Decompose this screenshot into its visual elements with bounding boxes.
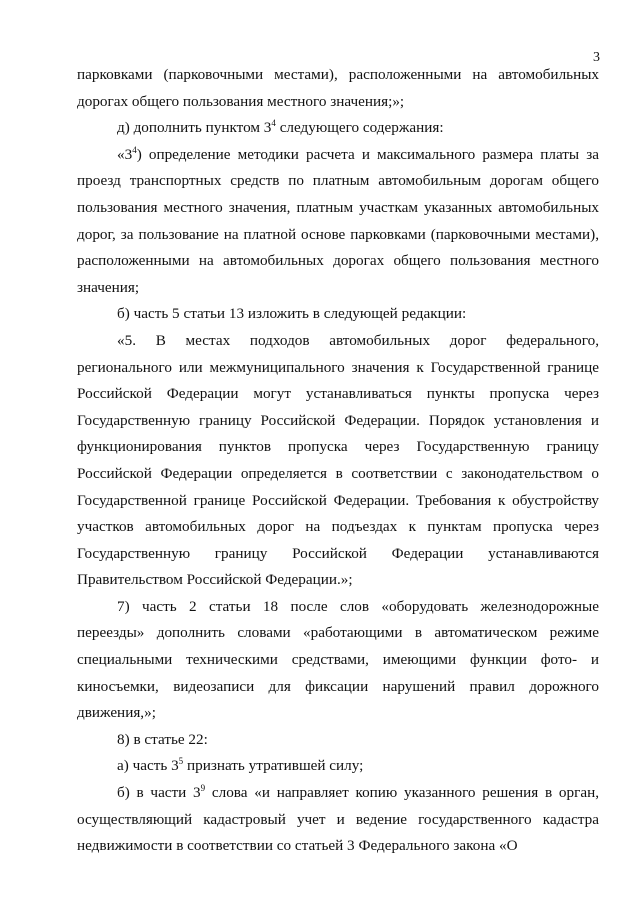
paragraph-6 — [77, 594, 599, 727]
paragraph-text: б) в части 3 — [117, 784, 201, 802]
paragraph-text: слова «и направляет копию указанного решения в орган, осуществляющий кадастровый учет и ведение государственного кадастра недвижимости в соответствии со статьей 3 Федерального закона «О — [77, 784, 599, 855]
paragraph-text: 8) в статье 22: — [117, 730, 208, 748]
paragraph-text: д) дополнить пунктом 3 — [117, 119, 272, 137]
paragraph-5 — [77, 328, 599, 594]
paragraph-text: ) определение методики расчета и максимального размера платы за проезд транспортных средств по платным автомобильным дорогам общего пользования местного значения, платным участкам указанных автомобильных дорог, за пользование на платной основе парковками (парковочными местами), расположенными на автомобильных дорогах общего пользования местного значения; — [77, 145, 599, 296]
paragraph-3 — [77, 142, 599, 302]
paragraph-9 — [77, 780, 599, 860]
page-number: 3 — [593, 50, 600, 65]
paragraph-text: «5. В местах подходов автомобильных дорог федерального, регионального или межмуниципального значения к Государственной границе Российской Федерации могут устанавливаться пункты пропуска через Государственную границу Российской Федерации. Порядок установления и функционирования пунктов пропуска через Государственную границу Российской Федерации определяется в соответствии с законодательством о Государственной границе Российской Федерации. Требования к обустройству участков автомобильных дорог на подъездах к пунктам пропуска через Государственную границу Российской Федерации устанавливаются Правительством Российской Федерации.»; — [77, 331, 599, 589]
superscript: 5 — [178, 756, 184, 767]
superscript: 4 — [271, 118, 276, 129]
paragraph-text: признать утратившей силу; — [183, 757, 364, 775]
paragraph-2 — [77, 115, 599, 142]
superscript: 9 — [200, 782, 206, 793]
paragraph-1 — [77, 62, 599, 115]
paragraph-4 — [77, 301, 599, 328]
paragraph-text: «3 — [117, 145, 133, 163]
paragraph-text: 7) часть 2 статьи 18 после слов «оборудовать железнодорожные переезды» дополнить словами «работающими в автоматическом режиме специальными техническими средствами, имеющими функции фото- и киносъемки, видеозаписи для фиксации нарушений правил дорожного движения,»; — [77, 597, 599, 722]
paragraph-8 — [77, 753, 599, 780]
paragraph-7 — [77, 727, 599, 754]
paragraph-text: следующего содержания: — [275, 119, 444, 137]
document-body — [77, 62, 599, 860]
paragraph-text: парковками (парковочными местами), расположенными на автомобильных дорогах общего пользования местного значения;»; — [77, 66, 599, 110]
paragraph-text: б) часть 5 статьи 13 изложить в следующей редакции: — [117, 305, 467, 323]
paragraph-text: а) часть 3 — [117, 757, 179, 775]
superscript: 4 — [132, 144, 137, 155]
